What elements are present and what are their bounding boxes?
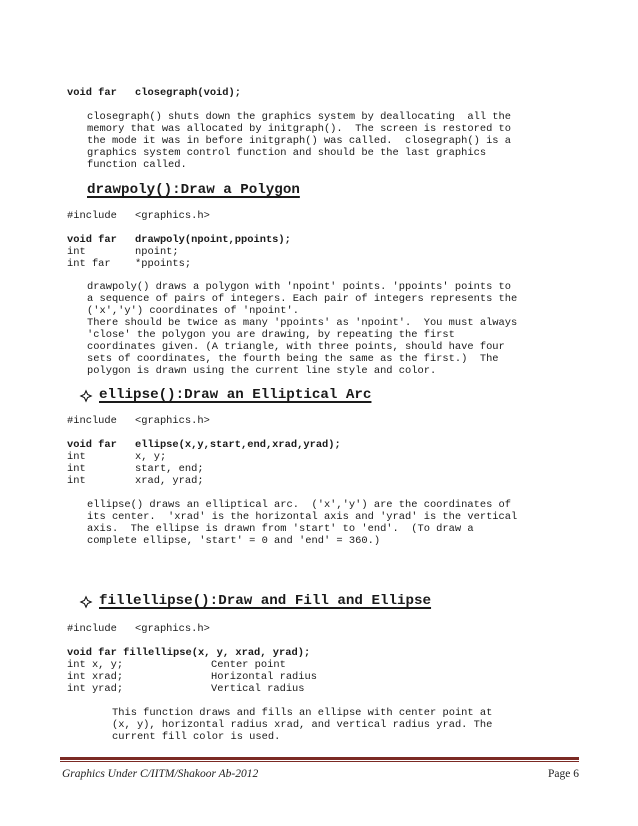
- drawpoly-include-header: <graphics.h>: [135, 210, 210, 222]
- ellipse-decl-signature: ellipse(x,y,start,end,xrad,yrad);: [135, 439, 341, 451]
- diamond-bullet-icon: [79, 595, 93, 609]
- fillellipse-include-keyword: #include: [67, 623, 117, 635]
- ellipse-desc-line: axis. The ellipse is drawn from 'start' to 'end'. (To draw a: [87, 523, 474, 535]
- ellipse-include-header: <graphics.h>: [135, 415, 210, 427]
- drawpoly-param-type: int far: [67, 258, 111, 270]
- ellipse-include-keyword: #include: [67, 415, 117, 427]
- fillellipse-param-type: int x, y;: [67, 659, 124, 671]
- drawpoly-include-keyword: #include: [67, 210, 117, 222]
- closegraph-desc-line: function called.: [87, 159, 187, 171]
- drawpoly-desc-line: a sequence of pairs of integers. Each pair of integers represents the: [87, 293, 518, 305]
- footer-rule-thick: [60, 757, 579, 760]
- fillellipse-param-type: int xrad;: [67, 671, 124, 683]
- ellipse-desc-line: ellipse() draws an elliptical arc. ('x','y') are the coordinates of: [87, 499, 512, 511]
- ellipse-decl-type: void far: [67, 439, 117, 451]
- drawpoly-desc-line: ('x','y') coordinates of 'npoint'.: [87, 305, 300, 317]
- drawpoly-desc-line: There should be twice as many 'ppoints' as 'npoint'. You must always: [87, 317, 518, 329]
- drawpoly-param-name: *ppoints;: [135, 258, 192, 270]
- closegraph-desc-line: closegraph() shuts down the graphics system by deallocating all the: [87, 111, 512, 123]
- drawpoly-desc-line: polygon is drawn using the current line style and color.: [87, 365, 437, 377]
- drawpoly-decl-type: void far: [67, 234, 117, 246]
- fillellipse-heading: fillellipse():Draw and Fill and Ellipse: [99, 593, 432, 609]
- ellipse-param-type: int: [67, 475, 86, 487]
- drawpoly-decl-signature: drawpoly(npoint,ppoints);: [135, 234, 291, 246]
- fillellipse-include-header: <graphics.h>: [135, 623, 210, 635]
- fillellipse-desc-line: (x, y), horizontal radius xrad, and vertical radius yrad. The: [112, 719, 493, 731]
- closegraph-desc-line: memory that was allocated by initgraph(). The screen is restored to: [87, 123, 512, 135]
- fillellipse-param-comment: Center point: [211, 659, 286, 671]
- page-number: Page 6: [548, 768, 579, 780]
- drawpoly-heading: drawpoly():Draw a Polygon: [87, 182, 300, 198]
- diamond-bullet-icon: [79, 389, 93, 403]
- drawpoly-param-type: int: [67, 246, 86, 258]
- drawpoly-desc-line: coordinates given. (A triangle, with three points, should have four: [87, 341, 505, 353]
- closegraph-desc-line: graphics system control function and should be the last graphics: [87, 147, 487, 159]
- closegraph-desc-line: the mode it was in before initgraph() was called. closegraph() is a: [87, 135, 512, 147]
- fillellipse-param-type: int yrad;: [67, 683, 124, 695]
- ellipse-desc-line: complete ellipse, 'start' = 0 and 'end' = 360.): [87, 535, 381, 547]
- ellipse-heading: ellipse():Draw an Elliptical Arc: [99, 387, 372, 403]
- ellipse-param-name: start, end;: [135, 463, 204, 475]
- fillellipse-param-comment: Vertical radius: [211, 683, 305, 695]
- ellipse-param-name: x, y;: [135, 451, 167, 463]
- footer-rule-thin: [60, 761, 579, 762]
- closegraph-decl-type: void far: [67, 87, 117, 99]
- drawpoly-desc-line: 'close' the polygon you are drawing, by repeating the first: [87, 329, 455, 341]
- fillellipse-desc-line: current fill color is used.: [112, 731, 281, 743]
- ellipse-param-type: int: [67, 451, 86, 463]
- drawpoly-param-name: npoint;: [135, 246, 179, 258]
- drawpoly-desc-line: sets of coordinates, the fourth being the same as the first.) The: [87, 353, 499, 365]
- ellipse-param-type: int: [67, 463, 86, 475]
- ellipse-desc-line: its center. 'xrad' is the horizontal axis and 'yrad' is the vertical: [87, 511, 518, 523]
- ellipse-param-name: xrad, yrad;: [135, 475, 204, 487]
- footer-title: Graphics Under C/IITM/Shakoor Ab-2012: [62, 768, 259, 780]
- fillellipse-decl: void far fillellipse(x, y, xrad, yrad);: [67, 647, 311, 659]
- fillellipse-param-comment: Horizontal radius: [211, 671, 318, 683]
- drawpoly-desc-line: drawpoly() draws a polygon with 'npoint' points. 'ppoints' points to: [87, 281, 512, 293]
- closegraph-decl-signature: closegraph(void);: [135, 87, 242, 99]
- fillellipse-desc-line: This function draws and fills an ellipse with center point at: [112, 707, 493, 719]
